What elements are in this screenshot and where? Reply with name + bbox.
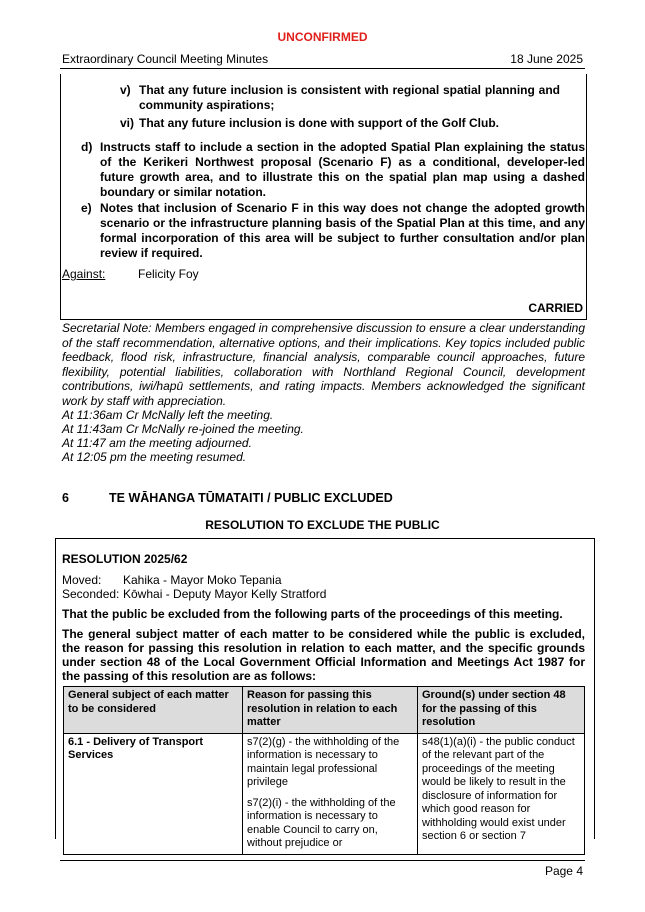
footer-divider bbox=[60, 860, 585, 861]
item-label: v) bbox=[120, 83, 131, 97]
item-label: e) bbox=[81, 201, 92, 215]
vote-label: Against: bbox=[62, 267, 106, 281]
item-text: That any future inclusion is consistent with regional spatial planning and community aspirations; bbox=[139, 83, 560, 112]
section-number: 6 bbox=[62, 491, 69, 505]
time-entry: At 11:43am Cr McNally re-joined the meeting. bbox=[62, 422, 304, 436]
resolution-statement: The general subject matter of each matter to be considered while the public is excluded, the reason for passing this resolution in relation to each matter, and the specific grounds under section 48 of the Local Government Official Information and Meetings Act 1987 for the passing of this resolution are as follows: bbox=[62, 627, 585, 683]
item-label: d) bbox=[81, 140, 93, 154]
exclusion-table bbox=[63, 686, 585, 855]
unconfirmed-stamp: UNCONFIRMED bbox=[277, 30, 368, 44]
outcome-carried: CARRIED bbox=[528, 301, 583, 315]
item-label: vi) bbox=[120, 116, 135, 130]
table-header-cell: General subject of each matter to be considered bbox=[64, 687, 243, 734]
table-cell-reason bbox=[243, 733, 418, 854]
moved-by: Kahika - Mayor Moko Tepania bbox=[123, 573, 282, 587]
page-number: Page 4 bbox=[544, 864, 583, 878]
secretarial-note: Secretarial Note: Members engaged in comprehensive discussion to ensure a clear understanding of the staff recommendation, alternative options, and their implications. Key topics included public feedback, flood risk, infrastructure, financial analysis, comparable council approaches, future flexibility, potential liabilities, collaboration with Northland Regional Council, development contributions, iwi/hapū settlements, and rating impacts. Members acknowledged the significant work by staff with appreciation. bbox=[62, 321, 585, 408]
resolution-heading: RESOLUTION TO EXCLUDE THE PUBLIC bbox=[205, 518, 440, 532]
reason-text: s7(2)(g) - the withholding of the information is necessary to maintain legal professional privilege bbox=[247, 735, 400, 788]
moved-label: Moved: bbox=[62, 573, 102, 587]
reason-text: s7(2)(i) - the withholding of the information is necessary to enable Council to carry on, without prejudice or bbox=[247, 796, 396, 849]
table-cell-subject: 6.1 - Delivery of Transport Services bbox=[64, 733, 243, 854]
time-entry: At 11:47 am the meeting adjourned. bbox=[62, 436, 252, 450]
item-text: Instructs staff to include a section in the adopted Spatial Plan explaining the status of the Kerikeri Northwest proposal (Scenario F) as a conditional, developer-led future growth area, and to illustrate this on the spatial plan map using a dashed boundary or similar notation. bbox=[100, 140, 585, 199]
seconded-by: Kōwhai - Deputy Mayor Kelly Stratford bbox=[123, 587, 327, 601]
table-header-row bbox=[64, 687, 585, 734]
table-header-cell: Ground(s) under section 48 for the passing of this resolution bbox=[418, 687, 585, 734]
resolution-number: RESOLUTION 2025/62 bbox=[62, 552, 188, 566]
section-title: TE WĀHANGA TŪMATAITI / PUBLIC EXCLUDED bbox=[109, 491, 393, 505]
item-text: Notes that inclusion of Scenario F in this way does not change the adopted growth scenario or the infrastructure planning basis of the Spatial Plan at this time, and any formal incorporation of this area will be subject to further consultation and/or plan review if required. bbox=[100, 201, 585, 260]
vote-name: Felicity Foy bbox=[138, 267, 199, 281]
seconded-label: Seconded: bbox=[62, 587, 120, 601]
time-entry: At 12:05 pm the meeting resumed. bbox=[62, 450, 247, 464]
item-text: That any future inclusion is done with support of the Golf Club. bbox=[139, 116, 499, 130]
table-row bbox=[64, 733, 585, 854]
meeting-date: 18 June 2025 bbox=[510, 52, 583, 66]
time-entry: At 11:36am Cr McNally left the meeting. bbox=[62, 408, 274, 422]
document-title: Extraordinary Council Meeting Minutes bbox=[62, 52, 269, 66]
table-header-cell: Reason for passing this resolution in relation to each matter bbox=[243, 687, 418, 734]
table-cell-ground: s48(1)(a)(i) - the public conduct of the relevant part of the proceedings of the meeting would be likely to result in the disclosure of information for which good reason for withholding would exist under section 6 or section 7 bbox=[418, 733, 585, 854]
header-divider bbox=[60, 68, 585, 69]
resolution-statement: That the public be excluded from the following parts of the proceedings of this meeting. bbox=[62, 607, 563, 621]
